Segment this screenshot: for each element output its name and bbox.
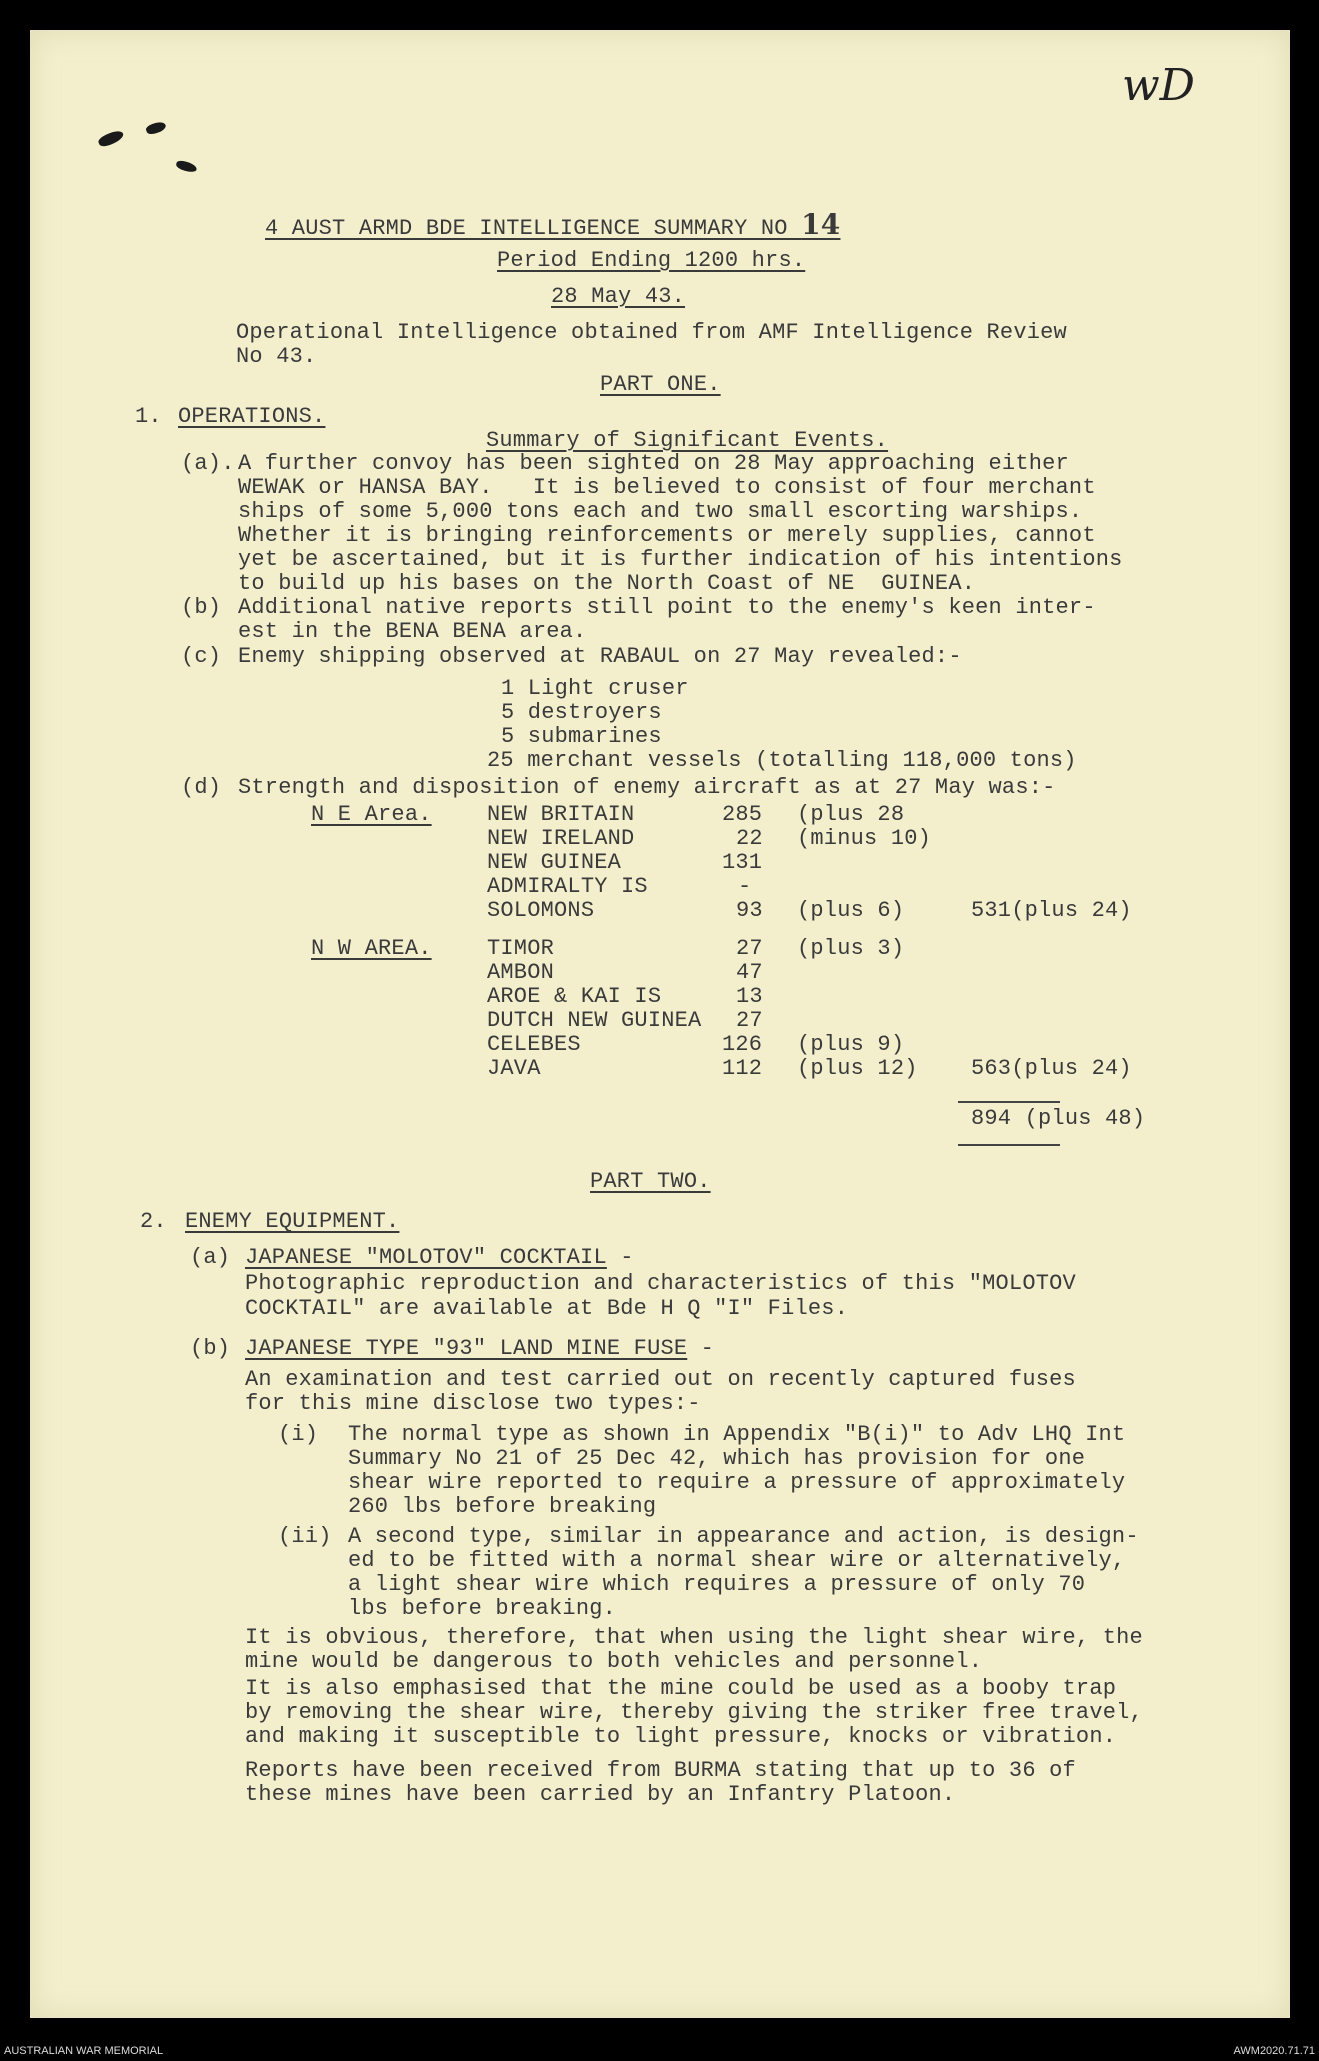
item-title: JAPANESE TYPE "93" LAND MINE FUSE - [245, 1336, 715, 1361]
grand-total: 894 (plus 48) [971, 1106, 1146, 1131]
aircraft-change: (plus 12) [797, 1056, 918, 1081]
para-label: (b) [181, 595, 222, 620]
shipping-item: 1 Light cruser [501, 676, 689, 701]
aircraft-count: 27 [736, 936, 763, 961]
aircraft-place: NEW BRITAIN [487, 802, 635, 827]
subitem-line: lbs before breaking. [348, 1596, 617, 1621]
para-line: Additional native reports still point to the enemy's keen inter- [238, 595, 1096, 620]
closing-line: by removing the shear wire, thereby giving the striker free travel, [245, 1700, 1143, 1725]
para-line: yet be ascertained, but it is further indication of his intentions [238, 547, 1123, 572]
date-line: 28 May 43. [551, 284, 686, 309]
aircraft-count: 47 [736, 960, 763, 985]
period-line: Period Ending 1200 hrs. [497, 248, 806, 273]
aircraft-change: (plus 6) [797, 898, 905, 923]
para-label: (a). [181, 451, 235, 476]
aircraft-count: - [738, 874, 752, 899]
total-rule [958, 1101, 1060, 1103]
aircraft-count: 131 [722, 850, 763, 875]
part-one-heading: PART ONE. [600, 372, 721, 397]
part-two-heading: PART TWO. [590, 1169, 711, 1194]
item-label: (b) [190, 1336, 231, 1361]
subitem-line: shear wire reported to require a pressure of approximately [348, 1470, 1126, 1495]
aircraft-count: 22 [736, 826, 763, 851]
aircraft-place: AROE & KAI IS [487, 984, 662, 1009]
aircraft-place: JAVA [487, 1056, 541, 1081]
source-line: No 43. [236, 344, 317, 369]
subitem-line: ed to be fitted with a normal shear wire or alternatively, [348, 1548, 1126, 1573]
aircraft-place: ADMIRALTY IS [487, 874, 648, 899]
para-line: est in the BENA BENA area. [238, 619, 587, 644]
closing-line: and making it susceptible to light pressure, knocks or vibration. [245, 1724, 1117, 1749]
shipping-item: 5 submarines [501, 724, 662, 749]
section-number: 2. [140, 1209, 167, 1234]
aircraft-place: AMBON [487, 960, 555, 985]
aircraft-place: NEW IRELAND [487, 826, 635, 851]
aircraft-change: (plus 28 [797, 802, 905, 827]
total-rule [958, 1144, 1060, 1146]
footer-accession: AWM2020.71.71 [1233, 2045, 1315, 2057]
subitem-line: A second type, similar in appearance and action, is design- [348, 1524, 1139, 1549]
aircraft-change: (minus 10) [797, 826, 932, 851]
subitem-line: a light shear wire which requires a pressure of only 70 [348, 1572, 1086, 1597]
item-line: for this mine disclose two types:- [245, 1391, 701, 1416]
para-line: Enemy shipping observed at RABAUL on 27 May revealed:- [238, 644, 962, 669]
handwritten-initials: wD [1122, 60, 1195, 111]
para-label: (d) [181, 775, 222, 800]
aircraft-subtotal: 563(plus 24) [971, 1056, 1132, 1081]
item-line: An examination and test carried out on recently captured fuses [245, 1367, 1076, 1392]
section-number: 1. [135, 404, 162, 429]
area-label: N W AREA. [311, 936, 432, 961]
aircraft-count: 13 [736, 984, 763, 1009]
section-title: ENEMY EQUIPMENT. [185, 1209, 400, 1234]
item-line: COCKTAIL" are available at Bde H Q "I" Files. [245, 1296, 849, 1321]
shipping-item: 5 destroyers [501, 700, 662, 725]
aircraft-place: CELEBES [487, 1032, 581, 1057]
para-line: Whether it is bringing reinforcements or merely supplies, cannot [238, 523, 1096, 548]
aircraft-place: NEW GUINEA [487, 850, 622, 875]
aircraft-place: DUTCH NEW GUINEA [487, 1008, 702, 1033]
para-line: Strength and disposition of enemy aircraft as at 27 May was:- [238, 775, 1056, 800]
aircraft-count: 126 [722, 1032, 763, 1057]
shipping-item: 25 merchant vessels (totalling 118,000 tons) [487, 748, 1077, 773]
para-line: to build up his bases on the North Coast of NE GUINEA. [238, 571, 976, 596]
aircraft-place: SOLOMONS [487, 898, 595, 923]
para-label: (c) [181, 644, 222, 669]
aircraft-subtotal: 531(plus 24) [971, 898, 1132, 923]
source-line: Operational Intelligence obtained from AMF Intelligence Review [236, 320, 1067, 345]
closing-line: It is also emphasised that the mine could be used as a booby trap [245, 1676, 1117, 1701]
summary-title: 4 AUST ARMD BDE INTELLIGENCE SUMMARY NO 14 [265, 208, 841, 241]
aircraft-change: (plus 3) [797, 936, 905, 961]
footer-credit: AUSTRALIAN WAR MEMORIAL [4, 2045, 164, 2057]
item-label: (a) [190, 1245, 231, 1270]
para-line: WEWAK or HANSA BAY. It is believed to consist of four merchant [238, 475, 1096, 500]
subheading: Summary of Significant Events. [486, 428, 889, 453]
area-label: N E Area. [311, 802, 432, 827]
closing-line: mine would be dangerous to both vehicles and personnel. [245, 1649, 983, 1674]
subitem-label: (i) [278, 1422, 319, 1447]
para-line: A further convoy has been sighted on 28 May approaching either [238, 451, 1069, 476]
section-title: OPERATIONS. [178, 404, 326, 429]
subitem-line: The normal type as shown in Appendix "B(i)" to Adv LHQ Int [348, 1422, 1126, 1447]
aircraft-count: 285 [722, 802, 763, 827]
para-line: ships of some 5,000 tons each and two small escorting warships. [238, 499, 1083, 524]
subitem-line: Summary No 21 of 25 Dec 42, which has provision for one [348, 1446, 1086, 1471]
item-line: Photographic reproduction and characteristics of this "MOLOTOV [245, 1271, 1076, 1296]
aircraft-place: TIMOR [487, 936, 555, 961]
subitem-label: (ii) [278, 1524, 332, 1549]
aircraft-count: 93 [736, 898, 763, 923]
aircraft-count: 112 [722, 1056, 763, 1081]
subitem-line: 260 lbs before breaking [348, 1494, 657, 1519]
item-title: JAPANESE "MOLOTOV" COCKTAIL - [245, 1245, 634, 1270]
burma-line: Reports have been received from BURMA stating that up to 36 of [245, 1758, 1076, 1783]
closing-line: It is obvious, therefore, that when using the light shear wire, the [245, 1625, 1143, 1650]
aircraft-count: 27 [736, 1008, 763, 1033]
burma-line: these mines have been carried by an Infantry Platoon. [245, 1782, 956, 1807]
aircraft-change: (plus 9) [797, 1032, 905, 1057]
